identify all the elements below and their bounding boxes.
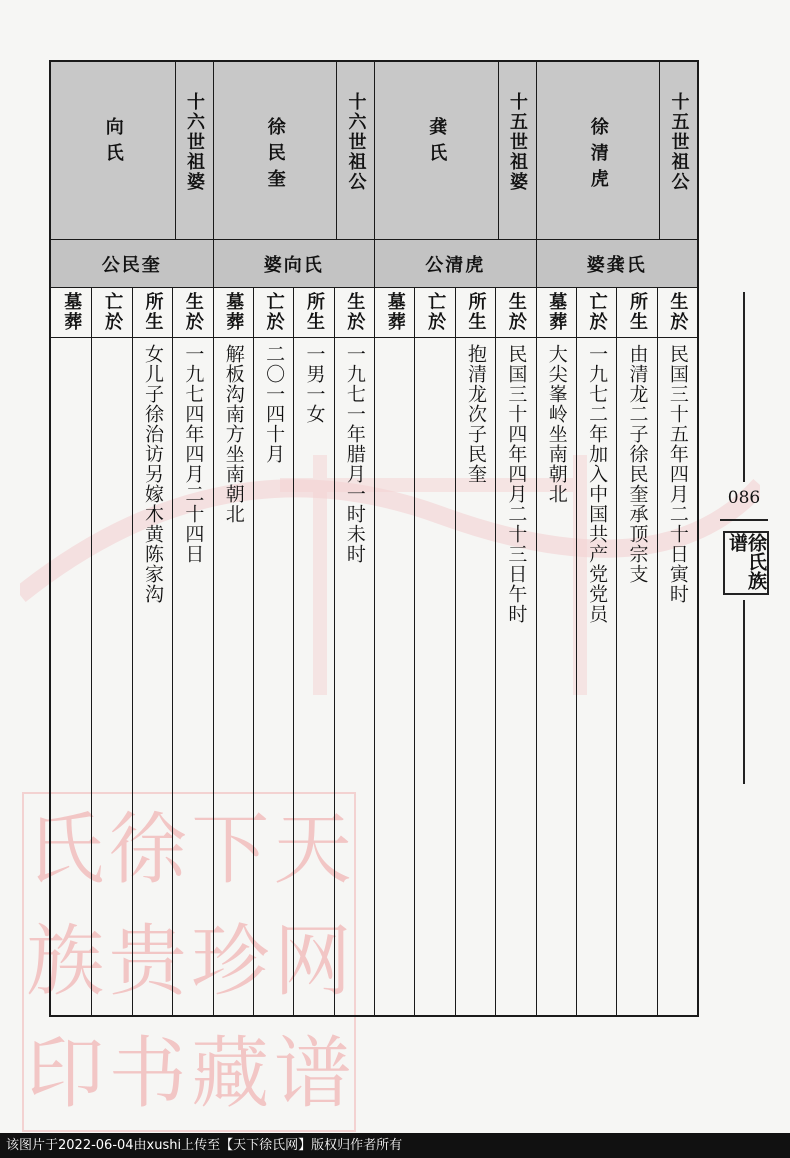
field-label-cell xyxy=(495,288,535,338)
field-value: 一九七二年加入中国共产党党员 xyxy=(586,344,609,624)
field-value: 一九七一年腊月一时未时 xyxy=(343,344,366,564)
spouse-ref: 婆龚氏 xyxy=(586,254,647,276)
field-label: 墓葬 xyxy=(223,292,245,332)
collection-seal: 天 下 徐 氏 网 珍 贵 族 谱 藏 书 印 xyxy=(22,792,356,1132)
generation-cell xyxy=(175,62,213,240)
field-value-cell xyxy=(657,338,697,1015)
person-name: 龚氏 xyxy=(426,117,448,169)
person-name: 徐清虎 xyxy=(587,117,609,195)
field-value: 大尖峯岭坐南朝北 xyxy=(545,344,568,504)
generation-cell xyxy=(659,62,697,240)
name-cell xyxy=(536,62,660,240)
field-label-cell xyxy=(213,288,253,338)
person-name: 徐民奎 xyxy=(264,117,286,195)
field-value-cell xyxy=(213,338,253,1015)
generation-cell xyxy=(498,62,536,240)
book-title: 徐氏族谱 xyxy=(726,533,767,590)
name-cell xyxy=(374,62,498,240)
generation-cell xyxy=(336,62,374,240)
field-value: 一男一女 xyxy=(303,344,326,424)
field-value: 抱清龙次子民奎 xyxy=(464,344,487,484)
spouse-ref: 婆向氏 xyxy=(263,254,324,276)
field-label: 墓葬 xyxy=(546,292,568,332)
book-title-box xyxy=(723,531,769,595)
name-cell xyxy=(213,62,337,240)
field-label-cell xyxy=(536,288,576,338)
field-label-cell xyxy=(414,288,454,338)
field-label: 生於 xyxy=(344,292,366,332)
field-label: 墓葬 xyxy=(384,292,406,332)
field-value-cell xyxy=(91,338,131,1015)
field-value: 女儿子徐治访另嫁木黄陈家沟 xyxy=(141,344,164,604)
field-value-cell xyxy=(51,338,91,1015)
field-label-cell xyxy=(293,288,333,338)
field-value-cell xyxy=(616,338,656,1015)
field-label-cell xyxy=(172,288,212,338)
field-label: 所生 xyxy=(142,292,164,332)
spouse-ref: 公民奎 xyxy=(101,254,162,276)
upload-footer: 该图片于2022-06-04由xushi上传至【天下徐氏网】版权归作者所有 xyxy=(0,1133,790,1158)
field-value-cell xyxy=(334,338,374,1015)
field-value-cell xyxy=(253,338,293,1015)
field-label: 所生 xyxy=(626,292,648,332)
generation-label: 十五世祖公 xyxy=(668,92,690,192)
field-value-cell xyxy=(293,338,333,1015)
field-value: 民国三十四年四月二十三日午时 xyxy=(505,344,528,624)
field-label-cell xyxy=(334,288,374,338)
field-value-cell xyxy=(455,338,495,1015)
field-label: 所生 xyxy=(465,292,487,332)
field-label-cell xyxy=(374,288,414,338)
field-value: 由清龙二子徐民奎承顶宗支 xyxy=(626,344,649,584)
generation-label: 十六世祖公 xyxy=(345,92,367,192)
genealogy-table xyxy=(49,60,699,1017)
field-label: 亡於 xyxy=(425,292,447,332)
page-number: 086 xyxy=(727,488,761,508)
side-rule-top xyxy=(743,292,745,482)
field-label: 亡於 xyxy=(102,292,124,332)
field-value-cell xyxy=(132,338,172,1015)
field-label-cell xyxy=(132,288,172,338)
field-value: 一九七四年四月二十四日 xyxy=(182,344,205,564)
side-rule-bottom xyxy=(743,600,745,784)
spouse-ref-cell xyxy=(213,240,375,288)
spouse-ref-cell xyxy=(536,240,698,288)
generation-label: 十六世祖婆 xyxy=(184,92,205,192)
field-label-cell xyxy=(657,288,697,338)
field-value-cell xyxy=(374,338,414,1015)
page-number-underline xyxy=(720,519,768,521)
field-label-cell xyxy=(455,288,495,338)
spouse-ref: 公清虎 xyxy=(425,254,486,276)
field-label-cell xyxy=(91,288,131,338)
field-label: 所生 xyxy=(303,292,325,332)
field-value: 二〇一四十月 xyxy=(263,344,286,464)
field-label: 生於 xyxy=(505,292,527,332)
field-label: 亡於 xyxy=(263,292,285,332)
field-label: 生於 xyxy=(182,292,204,332)
field-label-cell xyxy=(616,288,656,338)
field-value: 解板沟南方坐南朝北 xyxy=(222,344,245,524)
field-label-cell xyxy=(51,288,91,338)
person-name: 向氏 xyxy=(102,117,124,169)
field-value-cell xyxy=(495,338,535,1015)
field-value-cell xyxy=(576,338,616,1015)
field-label: 亡於 xyxy=(586,292,608,332)
field-label-cell xyxy=(253,288,293,338)
name-cell xyxy=(51,62,175,240)
field-value-cell xyxy=(536,338,576,1015)
field-value: 民国三十五年四月二十日寅时 xyxy=(666,344,689,604)
generation-label: 十五世祖婆 xyxy=(507,92,528,192)
field-label: 墓葬 xyxy=(61,292,83,332)
field-value-cell xyxy=(414,338,454,1015)
spouse-ref-cell xyxy=(51,240,213,288)
field-label: 生於 xyxy=(667,292,689,332)
field-label-cell xyxy=(576,288,616,338)
field-value-cell xyxy=(172,338,212,1015)
spouse-ref-cell xyxy=(374,240,536,288)
